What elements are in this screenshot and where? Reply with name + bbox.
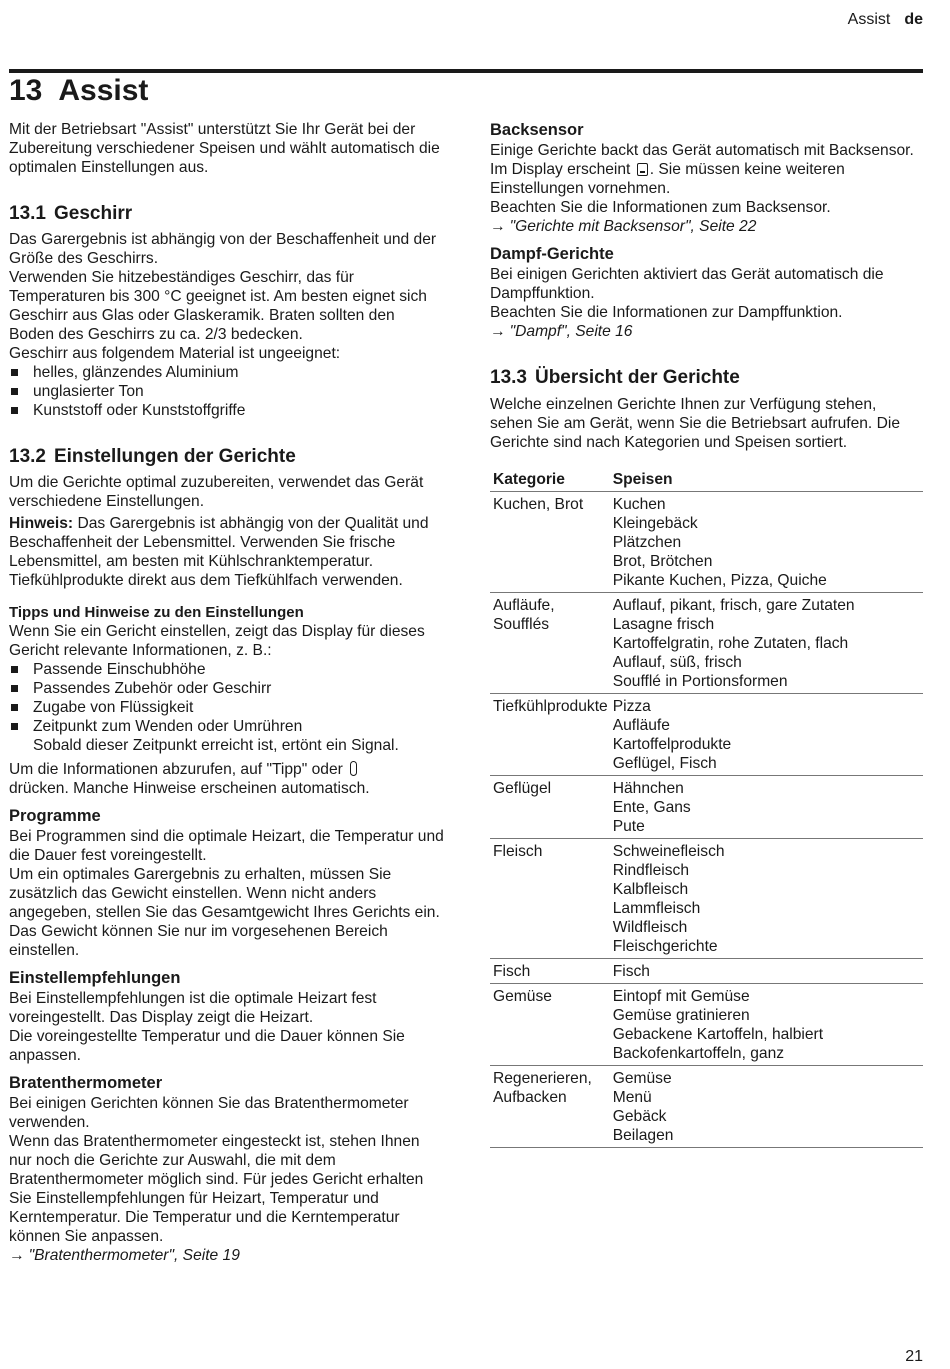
dishes-cell — [610, 492, 923, 593]
paragraph: Beachten Sie die Informationen zur Dampffunktion. — [490, 304, 843, 321]
list-item-text: Zeitpunkt zum Wenden oder Umrühren — [33, 718, 303, 735]
list-item: Passendes Zubehör oder Geschirr — [9, 679, 444, 698]
table-body — [490, 492, 923, 1148]
dish-item: Pizza — [612, 698, 651, 715]
header-language: de — [904, 11, 923, 28]
section-13-3-heading — [490, 366, 923, 390]
dish-item: Gemüse gratinieren — [612, 1007, 750, 1024]
dish-item: Gebackene Kartoffeln, halbiert — [612, 1026, 824, 1043]
dish-item: Pute — [612, 818, 645, 835]
list-item: Kunststoff oder Kunststoffgriffe — [9, 401, 444, 420]
paragraph: Die voreingestellte Temperatur und die Dauer können Sie anpassen. — [9, 1028, 405, 1064]
category-cell: Regenerieren, Aufbacken — [490, 1066, 610, 1148]
dish-item: Schweinefleisch — [612, 843, 725, 860]
chapter-number: 13 — [9, 74, 43, 107]
dish-item: Kleingebäck — [612, 515, 698, 532]
dish-item: Auflauf, süß, frisch — [612, 654, 742, 671]
table-row — [490, 959, 923, 984]
cross-reference-link[interactable] — [490, 322, 923, 341]
category-cell: Aufläufe, Soufflés — [490, 593, 610, 694]
paragraph: Bei Einstellempfehlungen ist die optimale Heizart fest voreingestellt. Das Display zeigt die Heizart. — [9, 990, 377, 1026]
column-header: Speisen — [610, 468, 923, 492]
category-cell: Fisch — [490, 959, 610, 984]
programme-heading: Programme — [9, 807, 101, 825]
paragraph: Das Garergebnis ist abhängig von der Beschaffenheit und der Größe des Geschirrs. — [9, 231, 437, 267]
arrow-right-icon: → — [490, 218, 506, 235]
paragraph — [490, 160, 923, 198]
arrow-right-icon: → — [490, 323, 506, 340]
paragraph: Wenn das Bratenthermometer eingesteckt ist, stehen Ihnen nur noch die Gerichte zur Auswahl, die mit dem Bratenthermometer möglich sind. Für jedes Gericht erhalten Sie Einstellempfehlungen für Heizart, Temperatur und Kerntemperatur. Die Temperatur und die Kerntemperatur können Sie anpassen. — [9, 1133, 424, 1245]
cross-reference-link[interactable] — [490, 217, 923, 236]
category-cell: Fleisch — [490, 839, 610, 959]
section-13-2-heading — [9, 445, 444, 469]
text: Im Display erscheint — [490, 161, 631, 178]
list-item-subtext: Sobald dieser Zeitpunkt erreicht ist, ertönt ein Signal. — [33, 737, 399, 754]
dishes-cell — [610, 959, 923, 984]
tips-list — [9, 660, 444, 755]
table-row — [490, 776, 923, 839]
dish-item: Gebäck — [612, 1108, 667, 1125]
dish-item: Kuchen — [612, 496, 666, 513]
category-cell: Kuchen, Brot — [490, 492, 610, 593]
backsensor-heading: Backsensor — [490, 121, 584, 139]
chapter-title-text: Assist — [58, 74, 149, 107]
dish-item: Aufläufe — [612, 717, 670, 734]
dish-item: Hähnchen — [612, 780, 684, 797]
note-label: Hinweis: — [9, 515, 74, 532]
dishes-cell — [610, 593, 923, 694]
dish-item: Plätzchen — [612, 534, 682, 551]
category-cell: Tiefkühlprodukte — [490, 694, 610, 776]
dishes-cell — [610, 776, 923, 839]
paragraph: Verwenden Sie hitzebeständiges Geschirr, das für Temperaturen bis 300 °C geeignet ist. Am besten eignet sich Geschirr aus Glas oder Glaskeramik. Braten sollten den Boden des Geschirrs zu ca. 2/3 bedecken. — [9, 269, 427, 343]
dish-item: Kartoffelgratin, rohe Zutaten, flach — [612, 635, 849, 652]
dish-item: Beilagen — [612, 1127, 674, 1144]
table-row — [490, 984, 923, 1066]
unsuitable-materials-list — [9, 363, 444, 420]
paragraph: Welche einzelnen Gerichte Ihnen zur Verfügung stehen, sehen Sie am Gerät, wenn Sie die Betriebsart aufrufen. Die Gerichte sind nach Kategorien und Speisen sortiert. — [490, 396, 900, 451]
paragraph: Um die Gerichte optimal zuzubereiten, verwendet das Gerät verschiedene Einstellungen. — [9, 474, 424, 510]
dish-item: Backofenkartoffeln, ganz — [612, 1045, 785, 1062]
paragraph: Um ein optimales Garergebnis zu erhalten, müssen Sie zusätzlich das Gewicht einstellen. Wenn nicht anders angegeben, stellen Sie das Gesamtgewicht Ihres Gerichts ein. Das Gewicht können Sie nur im vorgesehenen Bereich einstellen. — [9, 866, 440, 959]
dish-item: Geflügel, Fisch — [612, 755, 717, 772]
dish-item: Eintopf mit Gemüse — [612, 988, 750, 1005]
dishes-cell — [610, 1066, 923, 1148]
dish-item: Gemüse — [612, 1070, 672, 1087]
backsensor-icon — [637, 163, 648, 176]
page-number: 21 — [905, 1348, 923, 1365]
right-column — [490, 120, 923, 1148]
dish-item: Lammfleisch — [612, 900, 701, 917]
section-number: 13.3 — [490, 367, 527, 388]
paragraph: Bei Programmen sind die optimale Heizart, die Temperatur und die Dauer fest voreingestellt. — [9, 828, 444, 864]
text: Um die Informationen abzurufen, auf "Tipp" oder — [9, 761, 343, 778]
dish-item: Fisch — [612, 963, 650, 980]
paragraph: Bei einigen Gerichten können Sie das Bratenthermometer verwenden. — [9, 1095, 409, 1131]
tips-heading: Tipps und Hinweise zu den Einstellungen — [9, 604, 304, 621]
cross-reference-link[interactable] — [9, 1246, 444, 1265]
dish-item: Fleischgerichte — [612, 938, 718, 955]
reference-text: "Bratenthermometer", Seite 19 — [28, 1247, 240, 1264]
reference-text: "Dampf", Seite 16 — [509, 323, 633, 340]
list-item — [9, 717, 444, 755]
einstellempfehlungen-heading: Einstellempfehlungen — [9, 969, 181, 987]
chapter-title — [9, 74, 148, 108]
paragraph: Beachten Sie die Informationen zum Backsensor. — [490, 199, 831, 216]
dampf-heading: Dampf-Gerichte — [490, 245, 614, 263]
dishes-cell — [610, 694, 923, 776]
dishes-table — [490, 468, 923, 1148]
header-rule — [9, 69, 923, 73]
dish-item: Pikante Kuchen, Pizza, Quiche — [612, 572, 827, 589]
dish-item: Soufflé in Portionsformen — [612, 673, 788, 690]
category-cell: Gemüse — [490, 984, 610, 1066]
list-item: Zugabe von Flüssigkeit — [9, 698, 444, 717]
note-paragraph — [9, 514, 444, 590]
section-13-1-heading — [9, 202, 444, 226]
intro-paragraph: Mit der Betriebsart "Assist" unterstützt Sie Ihr Gerät bei der Zubereitung verschiedener Speisen und wählt automatisch die optimalen Einstellungen aus. — [9, 121, 440, 176]
dish-item: Rindfleisch — [612, 862, 689, 879]
arrow-right-icon: → — [9, 1247, 25, 1264]
dishes-cell — [610, 984, 923, 1066]
list-item: helles, glänzendes Aluminium — [9, 363, 444, 382]
table-row — [490, 492, 923, 593]
section-title: Geschirr — [53, 203, 133, 224]
table-header-row — [490, 468, 923, 492]
paragraph — [9, 760, 444, 798]
list-item: unglasierter Ton — [9, 382, 444, 401]
text: drücken. Manche Hinweise erscheinen automatisch. — [9, 780, 370, 797]
dish-item: Lasagne frisch — [612, 616, 715, 633]
dish-item: Kartoffelprodukte — [612, 736, 732, 753]
dish-item: Brot, Brötchen — [612, 553, 713, 570]
left-column — [9, 120, 444, 1265]
dish-item: Menü — [612, 1089, 652, 1106]
paragraph: Einige Gerichte backt das Gerät automatisch mit Backsensor. — [490, 142, 914, 159]
table-row — [490, 839, 923, 959]
table-row — [490, 694, 923, 776]
paragraph: Bei einigen Gerichten aktiviert das Gerät automatisch die Dampffunktion. — [490, 266, 884, 302]
dishes-cell — [610, 839, 923, 959]
info-icon — [350, 761, 357, 776]
section-number: 13.1 — [9, 203, 46, 224]
dish-item: Kalbfleisch — [612, 881, 689, 898]
bratenthermometer-heading: Bratenthermometer — [9, 1074, 163, 1092]
header-section: Assist — [847, 11, 891, 28]
table-row — [490, 1066, 923, 1148]
note-text: Das Garergebnis ist abhängig von der Qualität und Beschaffenheit der Lebensmittel. Verwenden Sie frische Lebensmittel, am besten mit Kühlschranktemperatur. Tiefkühlprodukte direkt aus dem Tiefkühlfach verwenden. — [9, 515, 429, 589]
table-row — [490, 593, 923, 694]
dish-item: Ente, Gans — [612, 799, 691, 816]
paragraph: Geschirr aus folgendem Material ist ungeeignet: — [9, 345, 341, 362]
section-number: 13.2 — [9, 446, 46, 467]
paragraph: Wenn Sie ein Gericht einstellen, zeigt das Display für dieses Gericht relevante Informationen, z. B.: — [9, 623, 425, 659]
section-title: Einstellungen der Gerichte — [53, 446, 296, 467]
reference-text: "Gerichte mit Backsensor", Seite 22 — [509, 218, 757, 235]
text: . Sie müssen keine weiteren Einstellungen vornehmen. — [490, 161, 845, 197]
column-header: Kategorie — [490, 468, 610, 492]
dish-item: Auflauf, pikant, frisch, gare Zutaten — [612, 597, 855, 614]
category-cell: Geflügel — [490, 776, 610, 839]
list-item: Passende Einschubhöhe — [9, 660, 444, 679]
dish-item: Wildfleisch — [612, 919, 688, 936]
running-header — [848, 11, 923, 29]
section-title: Übersicht der Gerichte — [534, 367, 740, 388]
